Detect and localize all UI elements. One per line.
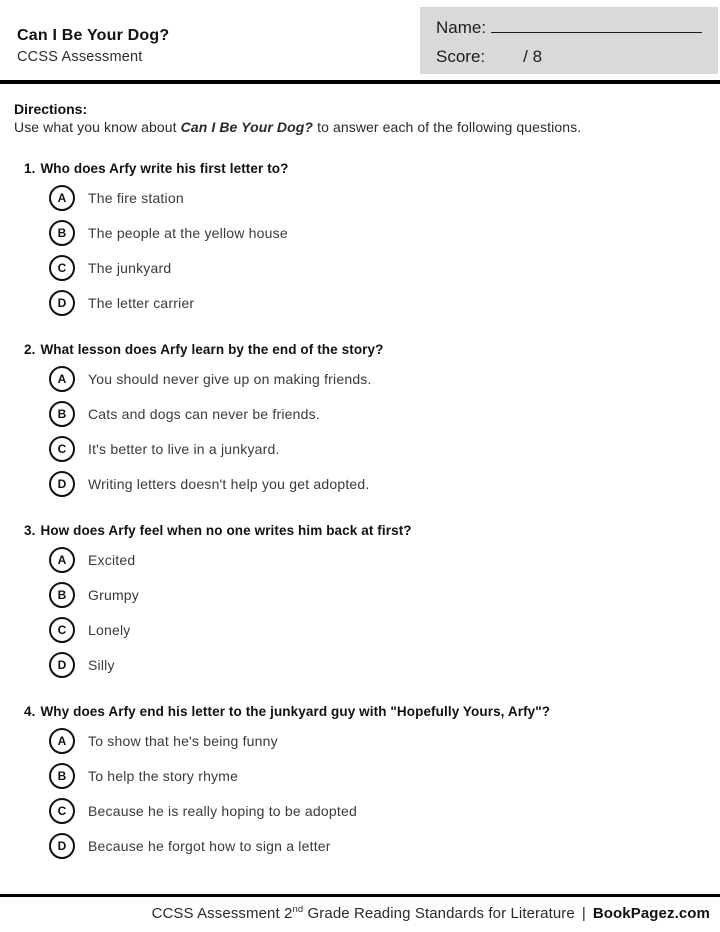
answer-option	[49, 366, 706, 392]
answer-option	[49, 652, 706, 678]
question-number: 4.	[24, 704, 36, 719]
answer-bubble-d[interactable]: D	[49, 290, 75, 316]
answer-label: You should never give up on making friends.	[88, 371, 372, 387]
answer-option	[49, 547, 706, 573]
header-divider	[0, 80, 720, 84]
footer-prefix: CCSS Assessment 2	[151, 904, 293, 922]
name-blank-field[interactable]	[491, 18, 702, 33]
answer-label: Grumpy	[88, 587, 139, 603]
answer-bubble-a[interactable]: A	[49, 728, 75, 754]
answer-label: The junkyard	[88, 260, 172, 276]
answer-bubble-d[interactable]: D	[49, 652, 75, 678]
answer-option	[49, 617, 706, 643]
directions-text	[14, 119, 706, 135]
answer-label: To show that he's being funny	[88, 733, 278, 749]
answer-option	[49, 798, 706, 824]
question-number: 3.	[24, 523, 36, 538]
answer-label: Because he forgot how to sign a letter	[88, 838, 331, 854]
answer-label: Writing letters doesn't help you get adopted.	[88, 476, 370, 492]
header-title-block	[17, 27, 169, 65]
footer-separator: |	[581, 904, 586, 922]
answer-label: The letter carrier	[88, 295, 195, 311]
question-1	[14, 161, 706, 316]
answer-option	[49, 436, 706, 462]
worksheet-content	[14, 101, 706, 859]
answer-bubble-c[interactable]: C	[49, 436, 75, 462]
answer-bubble-b[interactable]: B	[49, 763, 75, 789]
answer-bubble-c[interactable]: C	[49, 798, 75, 824]
answer-option	[49, 290, 706, 316]
footer-middle: Grade Reading Standards for Literature	[303, 904, 575, 922]
answer-label: Excited	[88, 552, 136, 568]
question-text: What lesson does Arfy learn by the end of the story?	[40, 342, 384, 357]
question-text: Why does Arfy end his letter to the junkyard guy with "Hopefully Yours, Arfy"?	[40, 704, 551, 719]
answer-option	[49, 728, 706, 754]
answer-bubble-b[interactable]: B	[49, 401, 75, 427]
directions-suffix: to answer each of the following questions.	[313, 119, 582, 135]
answer-label: Lonely	[88, 622, 131, 638]
question-text: Who does Arfy write his first letter to?	[40, 161, 289, 176]
question-2	[14, 342, 706, 497]
footer-divider	[0, 894, 720, 897]
answer-option	[49, 401, 706, 427]
score-value: / 8	[523, 47, 543, 66]
question-heading	[24, 704, 706, 719]
answer-option	[49, 833, 706, 859]
answer-option	[49, 255, 706, 281]
page-footer	[0, 894, 720, 922]
answer-label: To help the story rhyme	[88, 768, 239, 784]
answer-option	[49, 471, 706, 497]
score-label: Score:	[436, 47, 486, 66]
answer-bubble-d[interactable]: D	[49, 833, 75, 859]
answer-bubble-a[interactable]: A	[49, 547, 75, 573]
answer-label: The people at the yellow house	[88, 225, 288, 241]
question-4	[14, 704, 706, 859]
footer-brand: BookPagez.com	[592, 904, 710, 922]
answer-label: Because he is really hoping to be adopted	[88, 803, 357, 819]
question-text: How does Arfy feel when no one writes him back at first?	[40, 523, 412, 538]
footer-attribution	[0, 904, 720, 922]
score-row	[436, 47, 702, 67]
question-heading	[24, 161, 706, 176]
answer-label: Cats and dogs can never be friends.	[88, 406, 320, 422]
question-heading	[24, 523, 706, 538]
answer-bubble-c[interactable]: C	[49, 617, 75, 643]
directions-label: Directions:	[14, 101, 88, 117]
directions-prefix: Use what you know about	[14, 119, 181, 135]
answer-bubble-a[interactable]: A	[49, 366, 75, 392]
book-title: Can I Be Your Dog?	[180, 119, 314, 135]
answer-bubble-b[interactable]: B	[49, 220, 75, 246]
name-label: Name:	[436, 18, 487, 37]
page-title: Can I Be Your Dog?	[17, 27, 170, 44]
question-heading	[24, 342, 706, 357]
page-subtitle: CCSS Assessment	[17, 49, 143, 65]
footer-ordinal: nd	[292, 903, 304, 915]
answer-option	[49, 185, 706, 211]
name-row	[436, 18, 702, 38]
answer-bubble-b[interactable]: B	[49, 582, 75, 608]
name-score-box	[420, 7, 718, 74]
answer-bubble-d[interactable]: D	[49, 471, 75, 497]
answer-label: Silly	[88, 657, 115, 673]
question-3	[14, 523, 706, 678]
answer-bubble-a[interactable]: A	[49, 185, 75, 211]
answer-label: The fire station	[88, 190, 184, 206]
answer-bubble-c[interactable]: C	[49, 255, 75, 281]
answer-option	[49, 763, 706, 789]
question-number: 2.	[24, 342, 36, 357]
answer-label: It's better to live in a junkyard.	[88, 441, 280, 457]
answer-option	[49, 220, 706, 246]
question-number: 1.	[24, 161, 36, 176]
answer-option	[49, 582, 706, 608]
